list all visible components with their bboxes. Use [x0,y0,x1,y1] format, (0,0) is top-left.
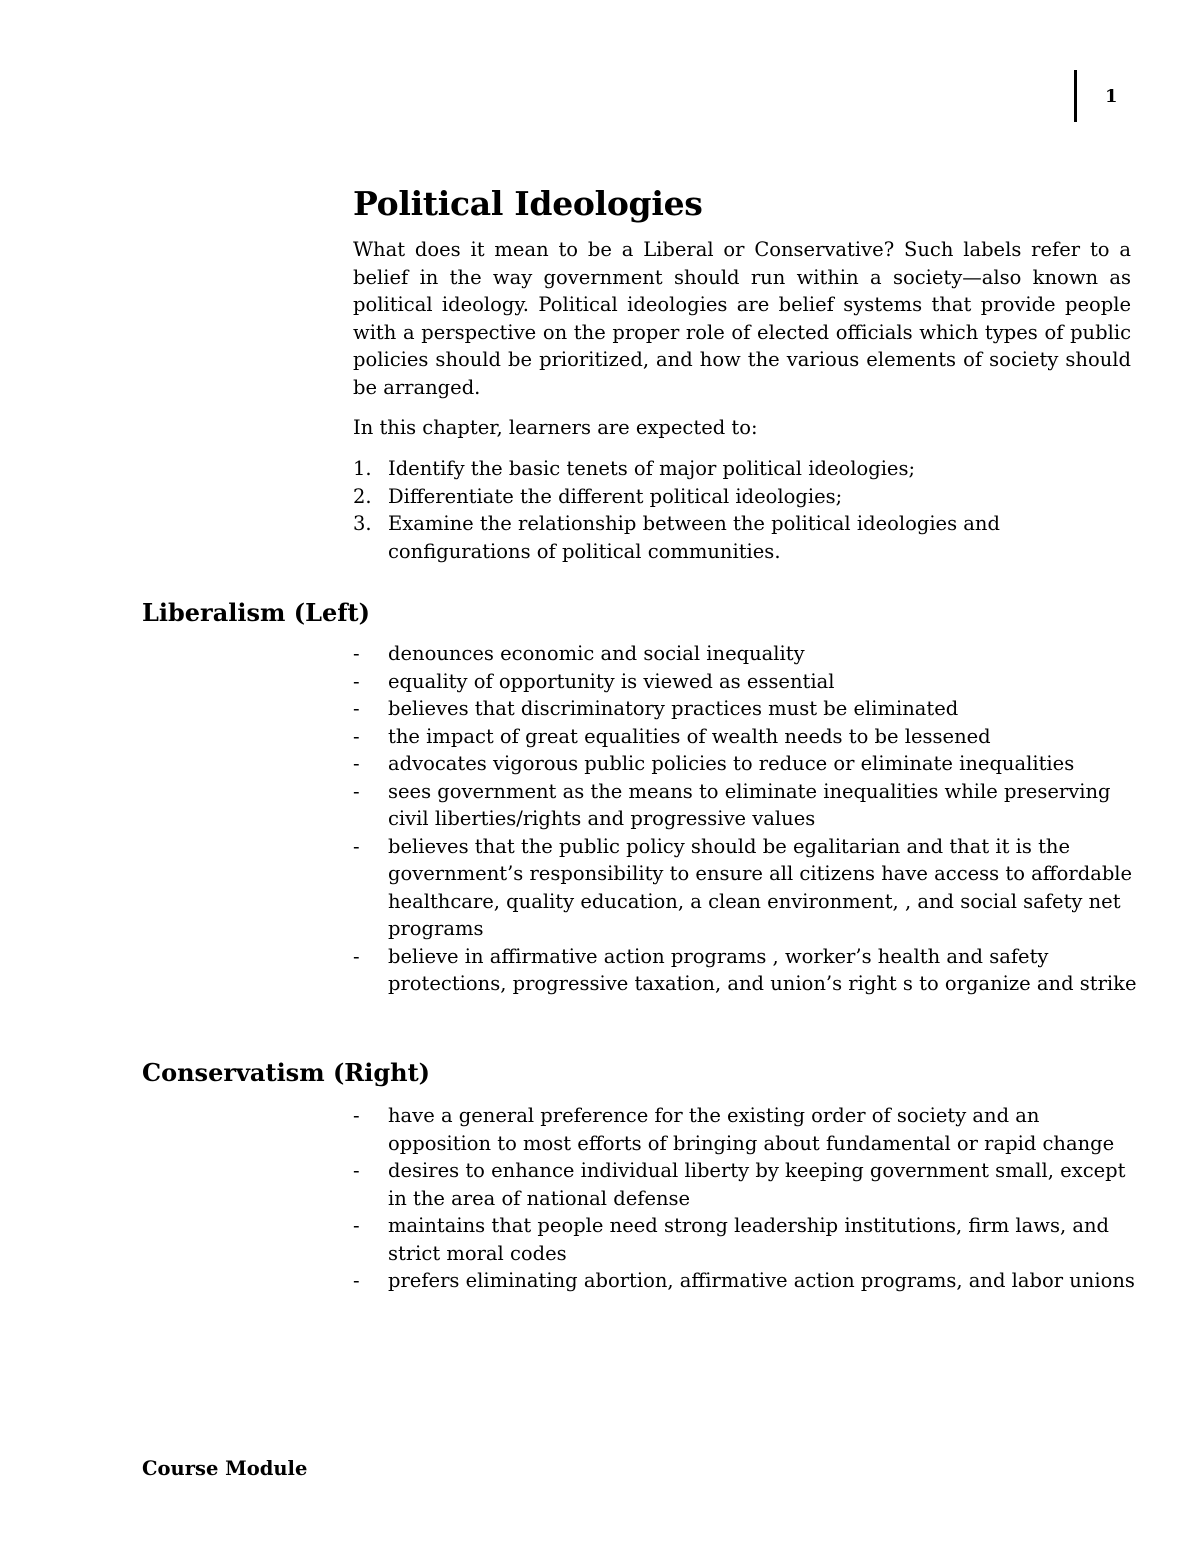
list-item-text: desires to enhance individual liberty by keeping government small, except in the area of national defense [388,1159,1126,1210]
list-item-text: equality of opportunity is viewed as essential [388,669,835,693]
list-item [353,1102,1143,1157]
liberalism-list [353,640,1143,998]
objective-text: Identify the basic tenets of major political ideologies; [388,457,916,480]
list-item-text: prefers eliminating abortion, affirmative action programs, and labor unions [388,1269,1135,1292]
list-item [353,695,1143,723]
objectives-list [353,455,1131,565]
bullet-dash: - [353,834,360,858]
bullet-dash: - [353,1104,360,1127]
bullet-dash: - [353,642,360,665]
list-item [353,833,1143,943]
header-rule [1074,70,1077,122]
bullet-dash: - [353,752,360,775]
page-number: 1 [1105,86,1118,107]
objective-item [353,455,1131,483]
objective-number: 3. [353,512,372,535]
list-item-text: sees government as the means to eliminate inequalities while preserving civil liberties/rights and progressive values [388,779,1111,830]
list-item [353,1157,1143,1212]
list-item [353,1212,1143,1267]
footer-label: Course Module [142,1457,308,1480]
bullet-dash: - [353,1269,360,1292]
list-item-text: the impact of great equalities of wealth needs to be lessened [388,724,991,748]
list-item-text: have a general preference for the existing order of society and an opposition to most efforts of bringing about fundamental or rapid change [388,1104,1115,1155]
list-item-text: believes that discriminatory practices must be eliminated [388,697,959,720]
objective-number: 1. [353,457,372,480]
objective-text: Differentiate the different political ideologies; [388,484,843,508]
objective-item [353,483,1131,511]
bullet-dash: - [353,1214,360,1237]
conservatism-heading: Conservatism (Right) [142,1058,431,1087]
list-item-text: advocates vigorous public policies to reduce or eliminate inequalities [388,752,1075,775]
list-item-text: believes that the public policy should be egalitarian and that it is the government’s responsibility to ensure all citizens have access to affordable healthcare, quality education, a clean environment, , and social safety net programs [388,834,1133,940]
bullet-dash: - [353,1159,360,1182]
list-item [353,640,1143,668]
list-item [353,750,1143,778]
list-item [353,943,1143,998]
bullet-dash: - [353,669,360,693]
bullet-dash: - [353,944,360,968]
list-item [353,723,1143,751]
objective-item [353,510,1131,565]
list-item [353,668,1143,696]
list-item [353,1267,1143,1295]
bullet-dash: - [353,697,360,720]
list-item-text: maintains that people need strong leadership institutions, firm laws, and strict moral codes [388,1214,1110,1265]
intro-paragraph: What does it mean to be a Liberal or Conservative? Such labels refer to a belief in the way government should run within a society—also known as political ideology. Political ideologies are belief systems that provide people with a perspective on the proper role of elected officials which types of public policies should be prioritized, and how the various elements of society should be arranged. [353,238,1131,399]
page-title: Political Ideologies [353,184,703,223]
objectives-lead: In this chapter, learners are expected to: [353,416,758,439]
bullet-dash: - [353,779,360,803]
objective-number: 2. [353,484,372,508]
list-item-text: denounces economic and social inequality [388,642,805,665]
objective-text: Examine the relationship between the political ideologies and configurations of political communities. [388,512,1000,563]
bullet-dash: - [353,724,360,748]
list-item [353,778,1143,833]
list-item-text: believe in affirmative action programs , worker’s health and safety protections, progressive taxation, and union’s right s to organize and strike [388,944,1137,995]
liberalism-heading: Liberalism (Left) [142,598,370,627]
conservatism-list [353,1102,1143,1295]
